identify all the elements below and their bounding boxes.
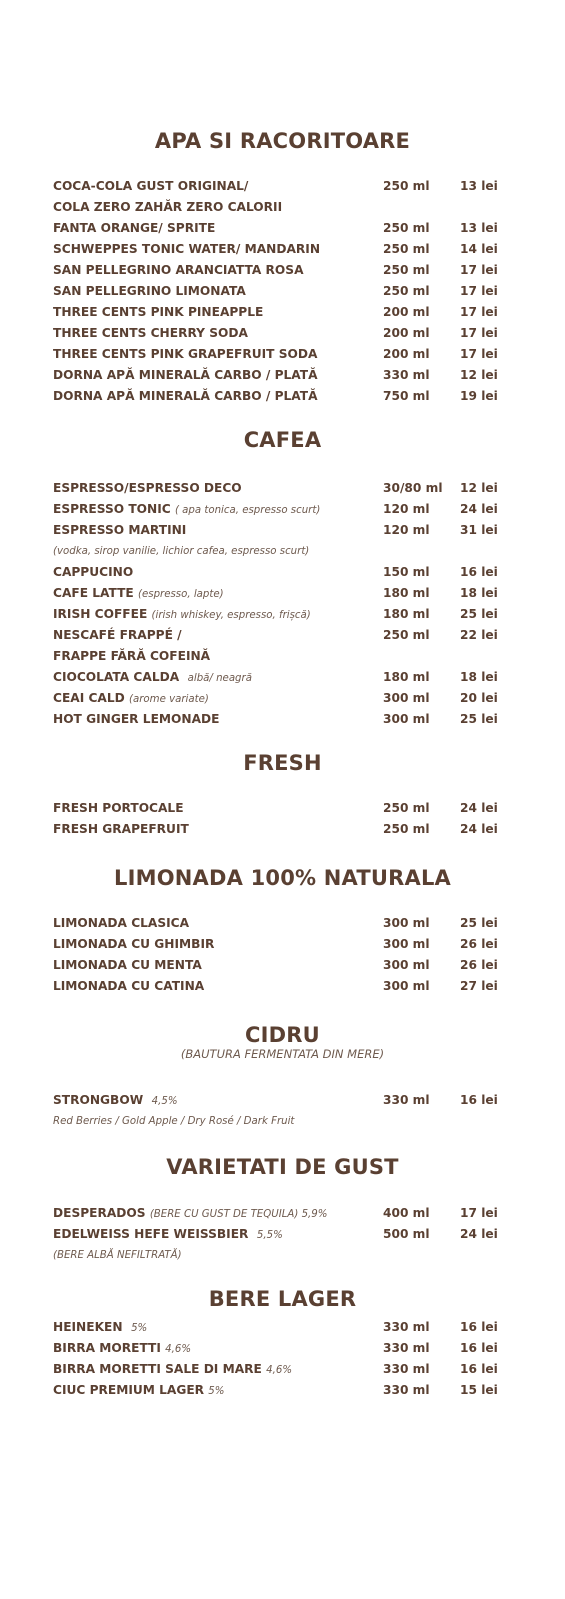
item-price: 22 lei	[460, 628, 498, 642]
menu-item	[0, 913, 565, 934]
menu-item	[0, 1380, 565, 1401]
section-cidru	[0, 1018, 565, 1132]
item-name: FRESH GRAPEFRUIT	[53, 822, 189, 836]
item-note: (vodka, sirop vanilie, lichior cafea, espresso scurt)	[53, 546, 310, 557]
item-volume: 300 ml	[383, 979, 430, 993]
item-description: 5%	[131, 1323, 148, 1334]
item-name: COLA ZERO ZAHĂR ZERO CALORII	[53, 200, 283, 214]
menu-item	[0, 176, 565, 197]
item-price: 18 lei	[460, 670, 498, 684]
menu-item	[0, 688, 565, 709]
section-bere-lager	[0, 1282, 565, 1401]
item-volume: 330 ml	[383, 368, 430, 382]
item-volume: 330 ml	[383, 1320, 430, 1334]
item-name: STRONGBOW 4,5%	[53, 1093, 178, 1107]
item-name: BIRRA MORETTI SALE DI MARE 4,6%	[53, 1362, 293, 1376]
item-description: 4,6%	[266, 1365, 293, 1376]
section-cafea	[0, 423, 565, 730]
item-name: LIMONADA CU CATINA	[53, 979, 205, 993]
item-volume: 250 ml	[383, 179, 430, 193]
menu-item	[0, 386, 565, 407]
item-volume: 30/80 ml	[383, 481, 443, 495]
item-price: 14 lei	[460, 242, 498, 256]
item-list	[0, 798, 565, 840]
item-price: 17 lei	[460, 263, 498, 277]
item-price: 13 lei	[460, 221, 498, 235]
item-volume: 180 ml	[383, 670, 430, 684]
menu-item	[0, 302, 565, 323]
menu-item	[0, 604, 565, 625]
menu-item	[0, 499, 565, 520]
section-title: VARIETATI DE GUST	[166, 1155, 399, 1179]
item-description: (arome variate)	[129, 694, 209, 705]
item-price: 19 lei	[460, 389, 498, 403]
section-subtitle: (BAUTURA FERMENTATA DIN MERE)	[180, 1047, 385, 1061]
menu-item	[0, 520, 565, 541]
item-description: ( apa tonica, espresso scurt)	[174, 505, 321, 516]
item-volume: 250 ml	[383, 242, 430, 256]
menu-item	[0, 344, 565, 365]
item-name: EDELWEISS HEFE WEISSBIER 5,5%	[53, 1227, 283, 1241]
menu-item	[0, 218, 565, 239]
item-list	[0, 913, 565, 997]
menu-item	[0, 1359, 565, 1380]
section-varietati-de-gust	[0, 1150, 565, 1266]
menu-item	[0, 562, 565, 583]
item-price: 18 lei	[460, 586, 498, 600]
item-price: 24 lei	[460, 801, 498, 815]
item-volume: 250 ml	[383, 263, 430, 277]
item-volume: 150 ml	[383, 565, 430, 579]
item-volume: 120 ml	[383, 502, 430, 516]
item-name: DORNA APĂ MINERALĂ CARBO / PLATĂ	[53, 389, 318, 403]
item-price: 16 lei	[460, 565, 498, 579]
menu-item	[0, 478, 565, 499]
item-name: CAFE LATTE (espresso, lapte)	[53, 586, 224, 600]
item-volume: 330 ml	[383, 1093, 430, 1107]
item-name: FRAPPE FĂRĂ COFEINĂ	[53, 649, 211, 663]
menu-item	[0, 323, 565, 344]
item-volume: 200 ml	[383, 326, 430, 340]
section-limonada	[0, 861, 565, 997]
section-title: FRESH	[243, 751, 322, 775]
item-volume: 300 ml	[383, 691, 430, 705]
item-name: ESPRESSO TONIC ( apa tonica, espresso scurt)	[53, 502, 321, 516]
item-volume: 250 ml	[383, 221, 430, 235]
menu-item	[0, 260, 565, 281]
item-description: 4,6%	[165, 1344, 192, 1355]
item-price: 17 lei	[460, 305, 498, 319]
item-volume: 330 ml	[383, 1341, 430, 1355]
item-price: 15 lei	[460, 1383, 498, 1397]
item-list	[0, 478, 565, 730]
item-note-row	[0, 1111, 565, 1132]
menu-item	[0, 646, 565, 667]
item-volume: 200 ml	[383, 347, 430, 361]
item-price: 12 lei	[460, 481, 498, 495]
item-name: IRISH COFFEE (irish whiskey, espresso, frișcă)	[53, 607, 311, 621]
menu-item	[0, 955, 565, 976]
menu-item	[0, 819, 565, 840]
menu-item	[0, 625, 565, 646]
item-price: 16 lei	[460, 1093, 498, 1107]
item-name: CIOCOLATA CALDA albă/ neagră	[53, 670, 252, 684]
item-volume: 180 ml	[383, 586, 430, 600]
menu-item	[0, 709, 565, 730]
menu-item	[0, 583, 565, 604]
item-volume: 400 ml	[383, 1206, 430, 1220]
item-name: SCHWEPPES TONIC WATER/ MANDARIN	[53, 242, 321, 256]
item-description: (BERE CU GUST DE TEQUILA) 5,9%	[149, 1209, 328, 1220]
item-description: (irish whiskey, espresso, frișcă)	[151, 610, 311, 621]
item-price: 12 lei	[460, 368, 498, 382]
item-name: COCA-COLA GUST ORIGINAL/	[53, 179, 249, 193]
item-volume: 300 ml	[383, 937, 430, 951]
item-price: 25 lei	[460, 916, 498, 930]
item-price: 16 lei	[460, 1320, 498, 1334]
item-note: Red Berries / Gold Apple / Dry Rosé / Dark Fruit	[53, 1116, 295, 1127]
item-volume: 180 ml	[383, 607, 430, 621]
item-name: SAN PELLEGRINO ARANCIATTA ROSA	[53, 263, 304, 277]
item-price: 24 lei	[460, 1227, 498, 1241]
item-name: FANTA ORANGE/ SPRITE	[53, 221, 216, 235]
menu-item	[0, 1090, 565, 1111]
item-name: THREE CENTS CHERRY SODA	[53, 326, 248, 340]
item-price: 27 lei	[460, 979, 498, 993]
item-price: 16 lei	[460, 1341, 498, 1355]
item-description: albă/ neagră	[187, 673, 252, 684]
menu-item	[0, 281, 565, 302]
menu-item	[0, 798, 565, 819]
item-description: 5%	[208, 1386, 225, 1397]
item-price: 20 lei	[460, 691, 498, 705]
item-note: (BERE ALBĂ NEFILTRATĂ)	[53, 1250, 182, 1261]
item-price: 17 lei	[460, 347, 498, 361]
item-name: DORNA APĂ MINERALĂ CARBO / PLATĂ	[53, 368, 318, 382]
menu-item	[0, 197, 565, 218]
item-note-row	[0, 541, 565, 562]
item-price: 25 lei	[460, 712, 498, 726]
item-price: 26 lei	[460, 937, 498, 951]
item-name: SAN PELLEGRINO LIMONATA	[53, 284, 246, 298]
item-name: LIMONADA CU GHIMBIR	[53, 937, 215, 951]
item-list	[0, 176, 565, 407]
menu-item	[0, 239, 565, 260]
item-volume: 250 ml	[383, 628, 430, 642]
item-name: CEAI CALD (arome variate)	[53, 691, 209, 705]
section-title: CIDRU	[245, 1023, 320, 1047]
menu-item	[0, 1338, 565, 1359]
item-volume: 500 ml	[383, 1227, 430, 1241]
item-name: HOT GINGER LEMONADE	[53, 712, 220, 726]
item-description: 4,5%	[151, 1096, 178, 1107]
item-list	[0, 1090, 565, 1132]
item-name: LIMONADA CU MENTA	[53, 958, 202, 972]
item-description: 5,5%	[256, 1230, 283, 1241]
item-name: CAPPUCINO	[53, 565, 134, 579]
item-name: HEINEKEN 5%	[53, 1320, 148, 1334]
item-note-row	[0, 1245, 565, 1266]
item-list	[0, 1203, 565, 1266]
menu-item	[0, 976, 565, 997]
section-title: CAFEA	[243, 428, 322, 452]
menu-item	[0, 1224, 565, 1245]
item-name: ESPRESSO MARTINI	[53, 523, 187, 537]
item-volume: 250 ml	[383, 284, 430, 298]
menu-item	[0, 934, 565, 955]
item-list	[0, 1317, 565, 1401]
item-name: THREE CENTS PINK PINEAPPLE	[53, 305, 264, 319]
menu-item	[0, 1203, 565, 1224]
item-volume: 750 ml	[383, 389, 430, 403]
section-apa-si-racoritoare	[0, 124, 565, 407]
item-volume: 300 ml	[383, 958, 430, 972]
item-description: (espresso, lapte)	[138, 589, 224, 600]
item-name: CIUC PREMIUM LAGER 5%	[53, 1383, 225, 1397]
item-price: 16 lei	[460, 1362, 498, 1376]
menu-item	[0, 667, 565, 688]
item-volume: 250 ml	[383, 822, 430, 836]
item-volume: 200 ml	[383, 305, 430, 319]
section-fresh	[0, 746, 565, 840]
item-name: FRESH PORTOCALE	[53, 801, 184, 815]
item-price: 17 lei	[460, 1206, 498, 1220]
item-volume: 300 ml	[383, 712, 430, 726]
item-price: 31 lei	[460, 523, 498, 537]
item-price: 24 lei	[460, 502, 498, 516]
section-title: BERE LAGER	[208, 1287, 357, 1311]
item-price: 17 lei	[460, 284, 498, 298]
item-name: THREE CENTS PINK GRAPEFRUIT SODA	[53, 347, 318, 361]
item-volume: 120 ml	[383, 523, 430, 537]
item-name: ESPRESSO/ESPRESSO DECO	[53, 481, 242, 495]
item-volume: 300 ml	[383, 916, 430, 930]
menu-item	[0, 1317, 565, 1338]
item-volume: 330 ml	[383, 1383, 430, 1397]
item-name: DESPERADOS (BERE CU GUST DE TEQUILA) 5,9%	[53, 1206, 328, 1220]
item-price: 13 lei	[460, 179, 498, 193]
item-price: 24 lei	[460, 822, 498, 836]
item-price: 17 lei	[460, 326, 498, 340]
item-volume: 250 ml	[383, 801, 430, 815]
item-name: NESCAFÉ FRAPPÉ /	[53, 628, 182, 642]
item-price: 26 lei	[460, 958, 498, 972]
item-name: LIMONADA CLASICA	[53, 916, 190, 930]
menu-item	[0, 365, 565, 386]
item-name: BIRRA MORETTI 4,6%	[53, 1341, 192, 1355]
item-volume: 330 ml	[383, 1362, 430, 1376]
item-price: 25 lei	[460, 607, 498, 621]
section-title: LIMONADA 100% NATURALA	[114, 866, 451, 890]
section-title: APA SI RACORITOARE	[154, 129, 411, 153]
